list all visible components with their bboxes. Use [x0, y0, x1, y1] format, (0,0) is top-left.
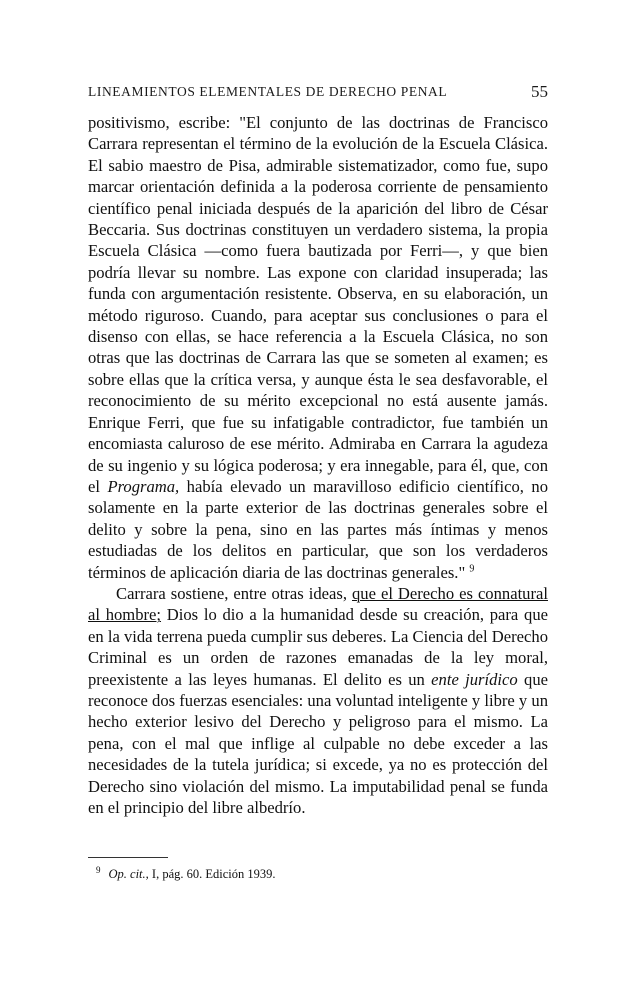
paragraph-1-text: positivismo, escribe: "El conjunto de las doctrinas de Francisco Carrara representan el término de la evolución de la Escuela Clásica. El sabio maestro de Pisa, admirable sistematizador, como fue, supo marcar orientación definida a la poderosa corriente de pensamiento científico penal iniciada después de la aparición del libro de César Beccaria. Sus doctrinas constituyen un verdadero sistema, la propia Escuela Clásica —como fuera bautizada por Ferri—, y que bien podría llevar su nombre. Las expone con claridad insuperada; las funda con argumentación resistente. Observa, en su elaboración, un método riguroso. Cuando, para aceptar sus conclusiones o para el disenso con ellas, se hace referencia a la Escuela Clásica, no son otras que las doctrinas de Carrara las que se someten al examen; es sobre ellas que la crítica versa, y aunque ésta le sea desfavorable, el reconocimiento de su mérito excepcional no está ausente jamás. Enrique Ferri, que fue su infatigable contradictor, fue también un encomiasta caluroso de ese mérito. Admiraba en Carrara la agudeza de su ingenio y su lógica poderosa; y era innegable, para él, que, con el — [88, 113, 548, 496]
paragraph-1-italic: Programa, — [107, 476, 180, 496]
paragraph-2-text-before: Carrara sostiene, entre otras ideas, — [116, 583, 352, 603]
footnote — [96, 865, 536, 882]
paragraph-1-text-after: había elevado un maravilloso edificio científico, no solamente en la parte exterior de las doctrinas generales sobre el delito y sobre la pena, sino en las partes más íntimas y menos estudiadas de los delitos en particular, que son los verdaderos términos de aplicación diaria de las doctrinas generales." — [88, 476, 549, 582]
footnote-text: I, pág. 60. Edición 1939. — [148, 867, 276, 882]
paragraph-2-italic: ente jurídico — [431, 669, 518, 689]
page-number: 55 — [531, 82, 548, 101]
footnote-italic: Op. cit., — [108, 867, 149, 882]
header-title: LINEAMIENTOS ELEMENTALES DE DERECHO PENAL — [88, 84, 448, 99]
running-header — [88, 82, 548, 104]
paragraph-1 — [88, 112, 548, 583]
footnote-divider — [88, 857, 168, 858]
paragraph-2-underlined: que el Derecho es connatural al hombre; — [88, 583, 548, 625]
paragraph-2-text-after: que reconoce dos fuerzas esenciales: una voluntad inteligente y libre y un hecho exterior lesivo del Derecho y peligroso para el mismo. La pena, con el mal que inflige al culpable no debe exceder a las necesidades de la tutela jurídica; si excede, ya no es protección del Derecho sino violación del mismo. La imputabilidad penal se funda en el principio del libre albedrío. — [88, 669, 548, 817]
body-text — [88, 112, 548, 818]
paragraph-2-text-mid: Dios lo dio a la humanidad desde su creación, para que en la vida terrena pueda cumplir sus deberes. La Ciencia del Derecho Criminal es un orden de razones emanadas de la ley moral, preexistente a las leyes humanas. El delito es un — [88, 605, 548, 689]
footnote-reference: 9 — [469, 563, 475, 574]
paragraph-2 — [88, 583, 548, 818]
footnote-mark: 9 — [96, 865, 101, 875]
